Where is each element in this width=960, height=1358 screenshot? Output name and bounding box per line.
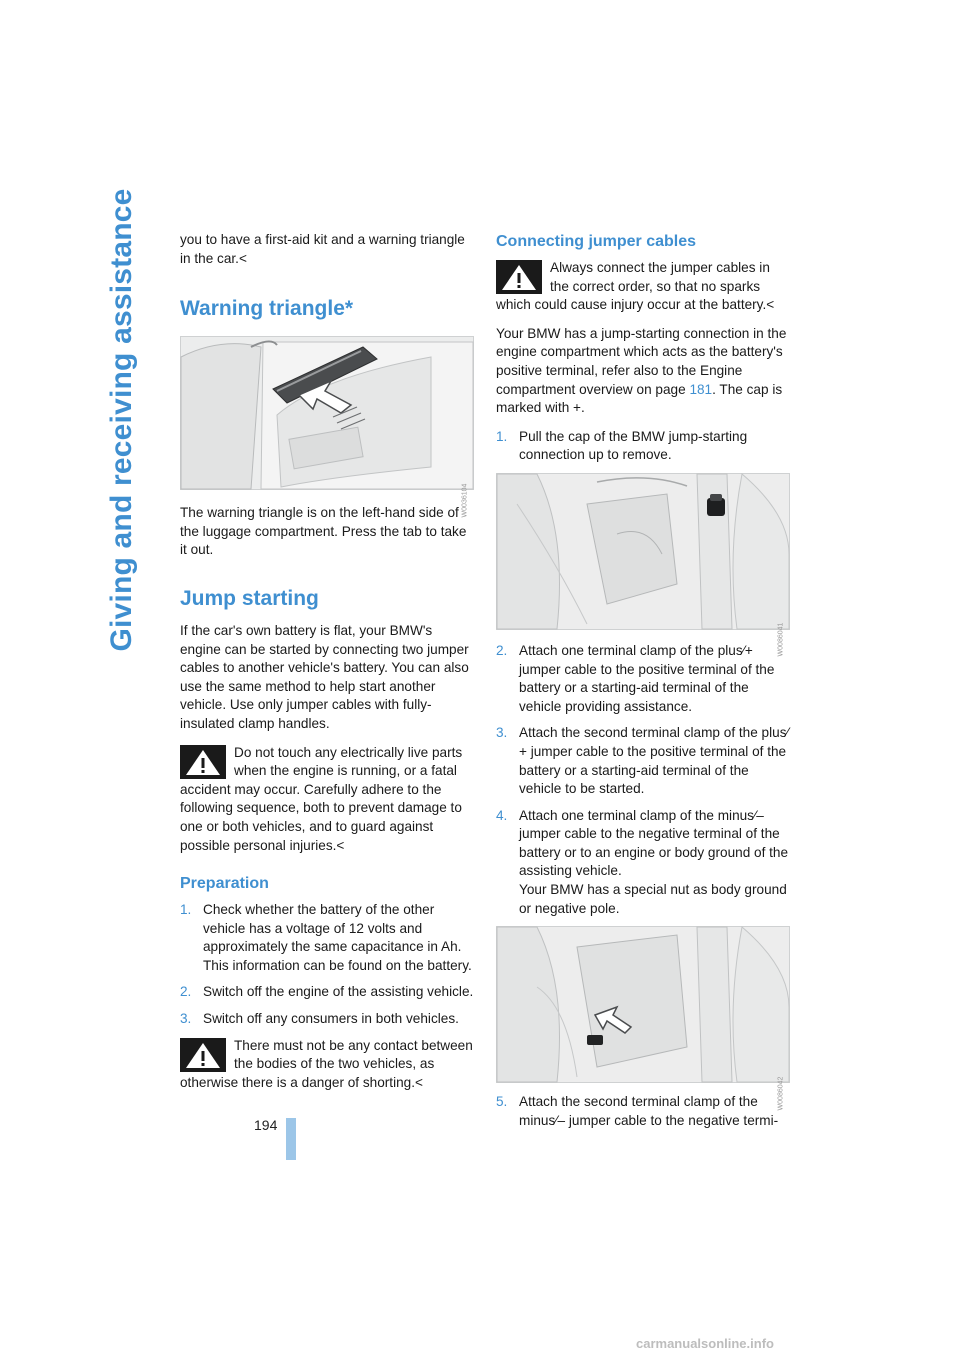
list-item: 2. Switch off the engine of the assisting vehicle.: [180, 984, 474, 1000]
warning-triangle-figure: [180, 336, 474, 518]
connecting-intro: Your BMW has a jump-starting connection in the engine compartment which acts as the battery's positive terminal, refer also to the Engine compartment overview on page 181. The cap is marked with +.: [496, 325, 787, 416]
jump-starting-intro: If the car's own battery is flat, your BMW's engine can be started by connecting two jumper cables to another vehicle's battery. You can also use the same method to help start another vehicle. Use only jumper cables with fully-insulated clamp handles.: [180, 622, 469, 731]
list-item: 5. Attach the second terminal clamp of the minus⁄– jumper cable to the negative termi-: [496, 1094, 779, 1128]
step4-note: Your BMW has a special nut as body ground or negative pole.: [519, 882, 787, 916]
warning-triangle-text: The warning triangle is on the left-hand side of the luggage compartment. Press the tab to take it out.: [180, 505, 467, 558]
list-item: 3. Switch off any consumers in both vehicles.: [180, 1011, 459, 1027]
list-item: 2. Attach one terminal clamp of the plus⁄+ jumper cable to the positive terminal of the battery or a starting-aid terminal of the vehicle providing assistance.: [496, 642, 775, 714]
side-title: [92, 140, 152, 700]
right-column: [496, 231, 789, 1138]
figure-code: W0086042: [777, 1076, 785, 1111]
warning-icon: [180, 745, 226, 779]
engine-bay-illustration: [497, 474, 789, 629]
watermark: carmanualsonline.info: [636, 1336, 774, 1351]
jump-starting-heading: Jump starting: [180, 586, 319, 610]
list-item: 3. Attach the second terminal clamp of the plus⁄+ jumper cable to the positive terminal of the battery or a starting-aid terminal of the vehicle to be started.: [496, 725, 789, 797]
ground-nut-illustration: [497, 927, 789, 1082]
jump-start-connection-figure: [496, 473, 790, 657]
warning-triangle-heading: Warning triangle*: [180, 297, 354, 321]
warning-note: Always connect the jumper cables in the correct order, so that no sparks which could cause injury occur at the battery.<: [496, 260, 775, 313]
connecting-heading: Connecting jumper cables: [496, 233, 697, 250]
list-item: 4. Attach one terminal clamp of the minus⁄– jumper cable to the negative terminal of the battery or to an engine or body ground of the assisting vehicle. Your BMW has a special nut as body ground or negative pole.: [496, 807, 789, 916]
page-number: 194: [254, 1117, 278, 1133]
warning-icon: [180, 1038, 226, 1072]
list-item: 1. Pull the cap of the BMW jump-starting connection up to remove.: [496, 428, 748, 463]
side-title-text: Giving and receiving assistance: [105, 188, 138, 652]
left-column: [180, 231, 476, 1102]
warning-icon: [496, 260, 542, 294]
page-link[interactable]: 181: [689, 381, 713, 397]
list-item: 1. Check whether the battery of the other vehicle has a voltage of 12 volts and approximately the same capacitance in Ah. This information can be found on the battery.: [180, 902, 472, 973]
figure-code: W0086041: [777, 622, 785, 657]
intro-text: you to have a first-aid kit and a warning triangle in the car.<: [180, 232, 465, 266]
figure-code: W0036104: [461, 483, 469, 518]
page-bar: [286, 1118, 296, 1160]
warning-note: Do not touch any electrically live parts when the engine is running, or a fatal accident may occur. Carefully adhere to the following sequence, both to prevent damage to one or both vehicles, and to guard against possible personal injuries.<: [180, 744, 463, 853]
preparation-heading: Preparation: [180, 875, 269, 893]
trunk-illustration: [181, 337, 473, 489]
warning-note: There must not be any contact between the bodies of the two vehicles, as otherwise there is a danger of shorting.<: [180, 1037, 473, 1090]
